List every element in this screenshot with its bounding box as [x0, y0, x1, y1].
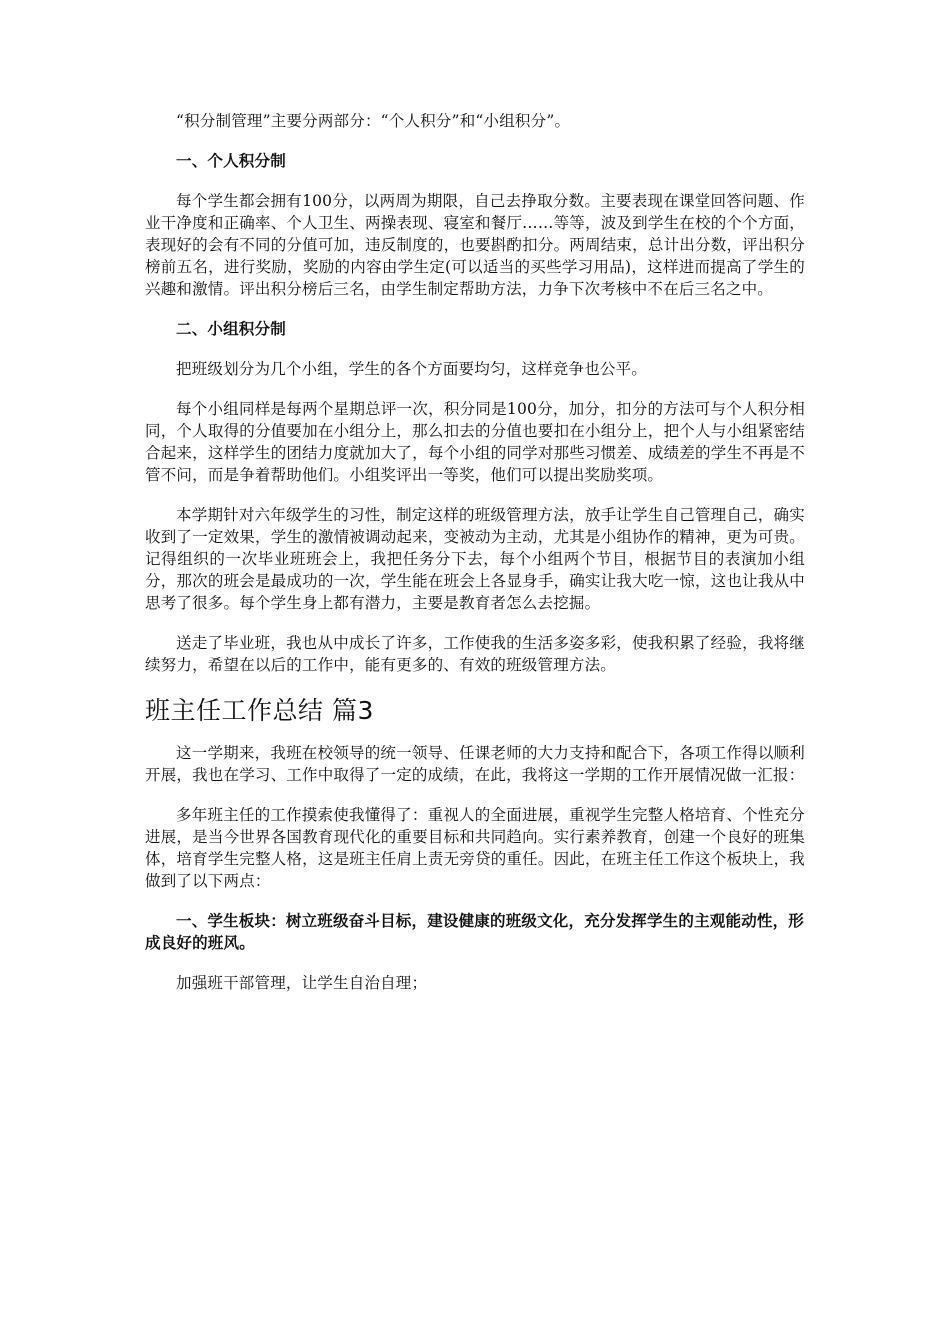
group-scoring-paragraph: 每个小组同样是每两个星期总评一次，积分同是100分，加分，扣分的方法可与个人积分相同，个人取得的分值要加在小组分上，那么扣去的分值也要扣在小组分上，把个人与小组紧密结合起来，这样学生的团结力度就加大了，每个小组的同学对那些习惯差、成绩差的学生不再是不管不问，而是争着帮助他们。小组奖评出一等奖，他们可以提出奖励奖项。	[145, 400, 805, 484]
document-page	[145, 110, 805, 1012]
article3-student-section-heading: 一、学生板块：树立班级奋斗目标，建设健康的班级文化，充分发挥学生的主观能动性，形成良好的班风。	[145, 912, 805, 952]
reflection-paragraph: 本学期针对六年级学生的习性，制定这样的班级管理方法，放手让学生自己管理自己，确实收到了一定效果，学生的激情被调动起来，变被动为主动，尤其是小组协作的精神，更为可贵。记得组织的一次毕业班班会上，我把任务分下去，每个小组两个节目，根据节目的表演加小组分，那次的班会是最成功的一次，学生能在班会上各显身手，确实让我大吃一惊，这也让我从中思考了很多。每个学生身上都有潜力，主要是教育者怎么去挖掘。	[145, 506, 805, 612]
group-division-paragraph: 把班级划分为几个小组，学生的各个方面要均匀，这样竞争也公平。	[176, 360, 648, 378]
article3-title: 班主任工作总结 篇3	[145, 696, 374, 725]
article3-experience-paragraph: 多年班主任的工作摸索使我懂得了：重视人的全面进展，重视学生完整人格培育、个性充分进展，是当今世界各国教育现代化的重要目标和共同趋向。实行素养教育，创建一个良好的班集体，培育学生完整人格，这是班主任肩上责无旁贷的重任。因此，在班主任工作这个板块上，我做到了以下两点：	[145, 806, 805, 890]
article3-class-cadre-paragraph: 加强班干部管理，让学生自治自理；	[176, 974, 428, 992]
article3-intro-paragraph: 这一学期来，我班在校领导的统一领导、任课老师的大力支持和配合下，各项工作得以顺利开展，我也在学习、工作中取得了一定的成绩，在此，我将这一学期的工作开展情况做一汇报：	[145, 744, 805, 784]
closing-paragraph: 送走了毕业班，我也从中成长了许多，工作使我的生活多姿多彩，使我积累了经验，我将继续努力，希望在以后的工作中，能有更多的、有效的班级管理方法。	[145, 634, 805, 674]
individual-points-paragraph: 每个学生都会拥有100分，以两周为期限，自己去挣取分数。主要表现在课堂回答问题、作业干净度和正确率、个人卫生、两操表现、寝室和餐厅……等等，波及到学生在校的个个方面，表现好的会有不同的分值可加，违反制度的，也要斟酌扣分。两周结束，总计出分数，评出积分榜前五名，进行奖励，奖励的内容由学生定(可以适当的买些学习用品)，这样进而提高了学生的兴趣和激情。评出积分榜后三名，由学生制定帮助方法，力争下次考核中不在后三名之中。	[145, 192, 805, 298]
section-heading-group-points: 二、小组积分制	[176, 320, 286, 338]
section-heading-individual-points: 一、个人积分制	[176, 152, 286, 170]
intro-paragraph: “积分制管理”主要分两部分：“个人积分”和“小组积分”。	[176, 112, 571, 130]
